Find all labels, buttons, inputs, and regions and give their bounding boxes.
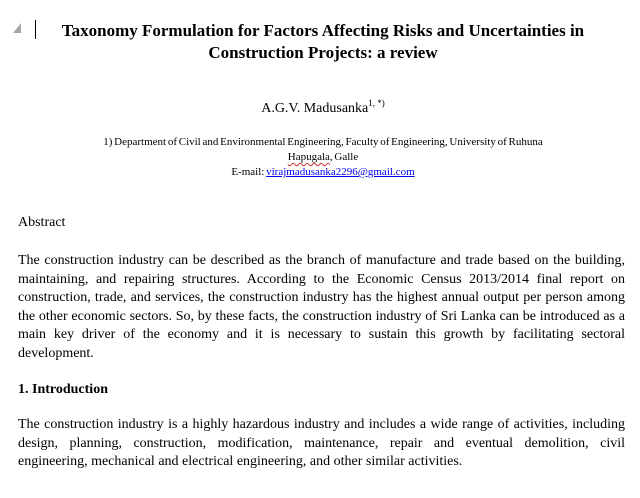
- author-superscript: 1, *): [368, 98, 385, 108]
- affiliation-city: , Galle: [329, 151, 359, 163]
- affiliation-line-2: [20, 150, 626, 165]
- paper-title[interactable]: [20, 20, 626, 64]
- affiliation-block[interactable]: [20, 135, 626, 180]
- email-label: E-mail:: [231, 166, 267, 178]
- introduction-heading: 1. Introduction: [18, 382, 108, 397]
- introduction-paragraph[interactable]: The construction industry is a highly hazardous industry and includes a wide range of activities, including design, planning, construction, modification, maintenance, repair and eventual demolition, civil engineering, mechanical and electrical engineering, and other similar activities.: [18, 417, 625, 469]
- title-line-2: Construction Projects: a review: [208, 43, 438, 62]
- email-link[interactable]: virajmadusanka2296@gmail.com: [266, 166, 415, 178]
- title-line-1: Taxonomy Formulation for Factors Affecting Risks and Uncertainties in: [61, 21, 585, 40]
- affiliation-place: Hapugala: [287, 151, 330, 163]
- abstract-heading: Abstract: [18, 215, 66, 230]
- abstract-paragraph[interactable]: The construction industry can be described as the branch of manufacture and trade based on the building, maintaining, and repairing structures. According to the Economic Census 2013/2014 final report on construction, trade, and services, the construction industry has the highest annual output per person among the other economic sectors. So, by these facts, the construction industry of Sri Lanka can be introduced as a main key driver of the economy and it is necessary to sustain this growth by facilitating sectoral development.: [18, 253, 625, 361]
- author-line[interactable]: [20, 100, 626, 118]
- affiliation-line-1: 1) Department of Civil and Environmental Engineering, Faculty of Engineering, University of Ruhuna: [103, 136, 543, 148]
- email-line: [20, 165, 626, 180]
- author-name: A.G.V. Madusanka: [261, 101, 369, 116]
